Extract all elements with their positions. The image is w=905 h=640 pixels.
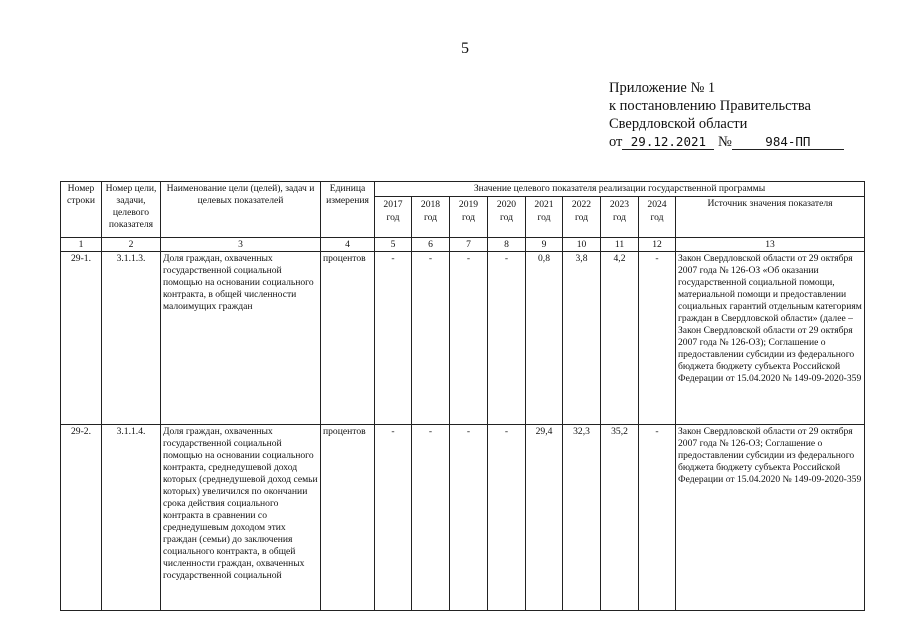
header-row-1 [61,182,865,197]
column-number: 6 [412,238,450,252]
value-2017: - [375,252,412,425]
column-number: 13 [676,238,865,252]
header-year-2017: 2017 год [375,197,412,238]
column-number: 9 [526,238,563,252]
value-2019: - [450,252,488,425]
indicator-name: Доля граждан, охваченных государственной социальной помощью на основании социального контракта, в общей численности малоимущих граждан [161,252,321,425]
indicator-name: Доля граждан, охваченных государственной социальной помощью на основании социального контракта, среднедушевой доход которых (среднедушевой доход семьи которых) увеличился по окончании срока действия социального контракта в сравнении со среднедушевым доходом этих граждан (семьи) до заключения социального контракта, в общей численности граждан, охваченных государственной социальной [161,425,321,611]
value-2018: - [412,252,450,425]
value-2023: 35,2 [601,425,639,611]
appendix-block [609,79,844,151]
unit: процентов [321,425,375,611]
column-number: 4 [321,238,375,252]
column-number: 3 [161,238,321,252]
header-row-number: Номер строки [61,182,102,238]
column-number-row [61,238,865,252]
column-number: 11 [601,238,639,252]
column-number: 1 [61,238,102,252]
value-2024: - [639,425,676,611]
goal-number: 3.1.1.3. [102,252,161,425]
header-name: Наименование цели (целей), задач и целевых показателей [161,182,321,238]
from-label: от [609,134,623,150]
unit: процентов [321,252,375,425]
header-year-2024: 2024 год [639,197,676,238]
column-number: 7 [450,238,488,252]
header-values-group: Значение целевого показателя реализации государственной программы [375,182,865,197]
header-year-2019: 2019 год [450,197,488,238]
row-number: 29-1. [61,252,102,425]
value-2021: 0,8 [526,252,563,425]
value-2024: - [639,252,676,425]
value-2019: - [450,425,488,611]
page-number: 5 [461,40,469,57]
value-2018: - [412,425,450,611]
document-date: 29.12.2021 [622,135,714,150]
column-number: 5 [375,238,412,252]
header-year-2023: 2023 год [601,197,639,238]
value-2020: - [488,425,526,611]
value-2022: 32,3 [563,425,601,611]
header-year-2018: 2018 год [412,197,450,238]
table-row [61,252,865,425]
appendix-line-2: к постановлению Правительства [609,98,811,114]
column-number: 12 [639,238,676,252]
header-year-2020: 2020 год [488,197,526,238]
header-source: Источник значения показателя [676,197,865,238]
column-number: 8 [488,238,526,252]
appendix-title: Приложение № 1 [609,80,716,96]
row-number: 29-2. [61,425,102,611]
source: Закон Свердловской области от 29 октября 2007 года № 126-ОЗ; Соглашение о предоставлении субсидии из федерального бюджета бюджету субъекта Российской Федерации от 15.04.2020 № 149-09-2020-359 [676,425,865,611]
header-unit: Единица измерения [321,182,375,238]
header-year-2022: 2022 год [563,197,601,238]
indicators-table [60,181,865,611]
value-2020: - [488,252,526,425]
value-2017: - [375,425,412,611]
value-2023: 4,2 [601,252,639,425]
source: Закон Свердловской области от 29 октября 2007 года № 126-ОЗ «Об оказании государственной социальной помощи, материальной помощи и предоставлении социальных гарантий отдельным категориям граждан в Свердловской области» (далее – Закон Свердловской области от 29 октября 2007 года № 126-ОЗ); Соглашение о предоставлении субсидии из федерального бюджета бюджету субъекта Российской Федерации от 15.04.2020 № 149-09-2020-359 [676,252,865,425]
value-2021: 29,4 [526,425,563,611]
table-row [61,425,865,611]
appendix-line-3: Свердловской области [609,116,748,132]
value-2022: 3,8 [563,252,601,425]
goal-number: 3.1.1.4. [102,425,161,611]
appendix-date-line [609,133,844,151]
column-number: 10 [563,238,601,252]
column-number: 2 [102,238,161,252]
header-goal-number: Номер цели, задачи, целевого показателя [102,182,161,238]
number-label: № [718,134,732,150]
header-year-2021: 2021 год [526,197,563,238]
document-number: 984-ПП [732,135,844,150]
